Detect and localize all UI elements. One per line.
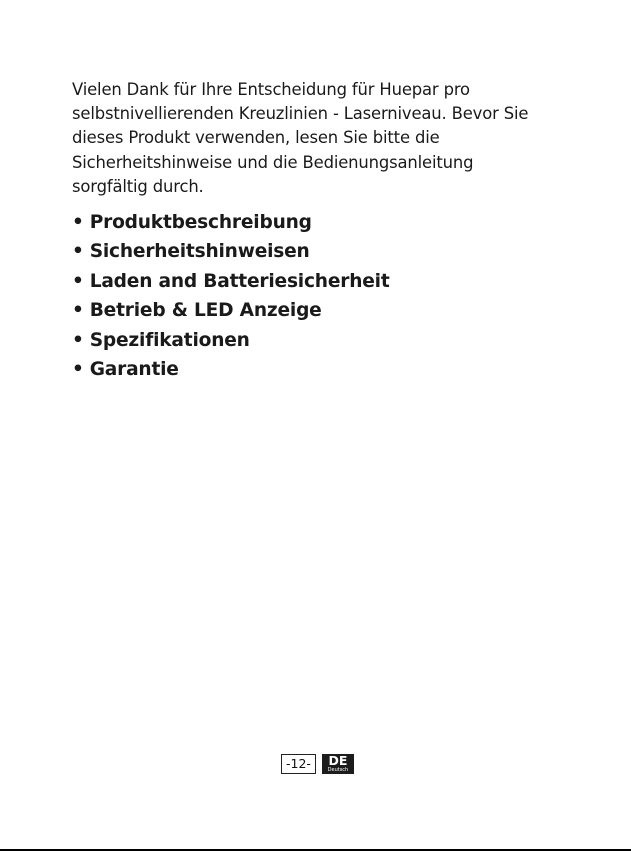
toc-item-produktbeschreibung[interactable] (72, 208, 390, 237)
toc-item-betrieb-led-anzeige[interactable] (72, 296, 390, 325)
intro-line: Vielen Dank für Ihre Entscheidung für Huepar pro (72, 80, 470, 99)
toc-item-label: Betrieb & LED Anzeige (89, 300, 322, 322)
bullet-icon: • (72, 300, 84, 322)
intro-line: dieses Produkt verwenden, lesen Sie bitte die (72, 128, 440, 148)
intro-line: Sicherheitshinweise und die Bedienungsanleitung (72, 152, 474, 172)
bullet-icon: • (72, 270, 84, 292)
toc-item-garantie[interactable] (72, 355, 390, 384)
toc-item-laden-batteriesicherheit[interactable] (72, 267, 390, 296)
toc-item-label: Sicherheitshinweisen (89, 241, 310, 263)
intro-line: selbstnivellierenden Kreuzlinien - Laserniveau. Bevor Sie (72, 104, 529, 124)
toc-item-label: Produktbeschreibung (89, 212, 312, 233)
language-code: DE (328, 753, 348, 768)
page-number: -12- (281, 754, 316, 774)
bullet-icon: • (72, 359, 84, 381)
intro-line: sorgfältig durch. (72, 176, 204, 196)
language-name: Deutsch (327, 767, 349, 773)
table-of-contents (72, 208, 390, 384)
toc-item-label: Spezifikationen (89, 329, 250, 351)
toc-item-sicherheitshinweisen[interactable] (72, 237, 390, 266)
toc-item-label: Laden and Batteriesicherheit (89, 270, 390, 292)
bullet-icon: • (72, 212, 84, 233)
toc-item-spezifikationen[interactable] (72, 326, 390, 355)
toc-item-label: Garantie (89, 359, 179, 381)
page-footer (281, 754, 354, 774)
bullet-icon: • (72, 329, 84, 351)
intro-paragraph (72, 78, 572, 199)
language-badge (322, 754, 354, 774)
bullet-icon: • (72, 241, 84, 263)
